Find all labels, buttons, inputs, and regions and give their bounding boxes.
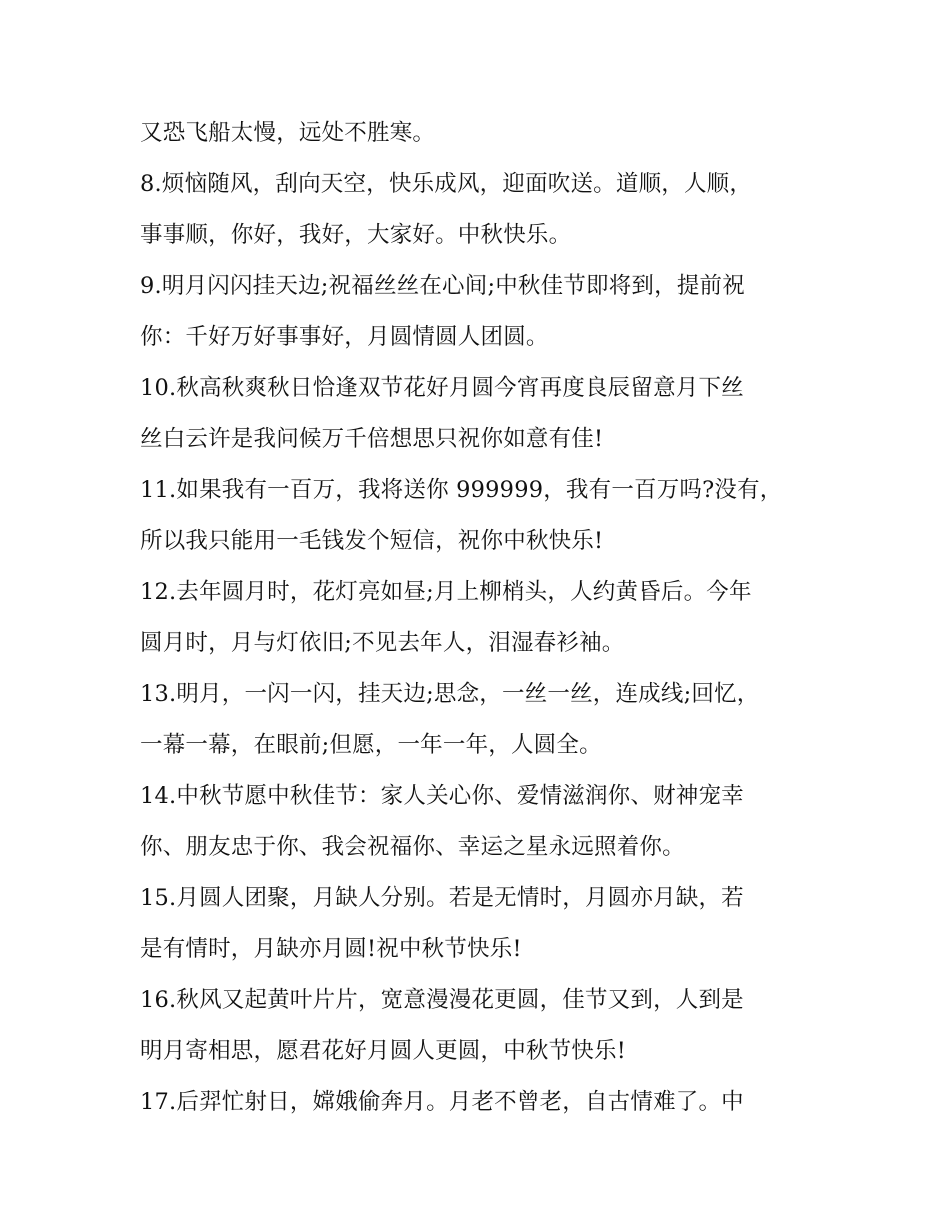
text-line: 所以我只能用一毛钱发个短信，祝你中秋快乐! <box>140 528 604 554</box>
text-line: 17.后羿忙射日，嫦娥偷奔月。月老不曾老，自古情难了。中 <box>140 1089 744 1115</box>
text-line: 10.秋高秋爽秋日恰逢双节花好月圆今宵再度良辰留意月下丝 <box>140 375 744 401</box>
text-line: 圆月时，月与灯依旧;不见去年人，泪湿春衫袖。 <box>140 630 625 656</box>
text-line: 12.去年圆月时，花灯亮如昼;月上柳梢头，人约黄昏后。今年 <box>140 579 752 605</box>
text-line: 16.秋风又起黄叶片片，宽意漫漫花更圆，佳节又到，人到是 <box>140 987 744 1013</box>
text-line: 8.烦恼随风，刮向天空，快乐成风，迎面吹送。道顺，人顺， <box>140 171 753 197</box>
document-text <box>140 108 800 1128</box>
text-line: 又恐飞船太慢，远处不胜寒。 <box>140 120 436 146</box>
text-line: 是有情时，月缺亦月圆!祝中秋节快乐! <box>140 936 522 962</box>
text-line: 13.明月，一闪一闪，挂天边;思念，一丝一丝，连成线;回忆， <box>140 681 760 707</box>
text-line: 事事顺，你好，我好，大家好。中秋快乐。 <box>140 222 572 248</box>
text-line: 一幕一幕，在眼前;但愿，一年一年，人圆全。 <box>140 732 602 758</box>
text-line: 你：千好万好事事好，月圆情圆人团圆。 <box>140 324 549 350</box>
text-line: 明月寄相思，愿君花好月圆人更圆，中秋节快乐! <box>140 1038 626 1064</box>
text-line: 14.中秋节愿中秋佳节：家人关心你、爱情滋润你、财神宠幸 <box>140 783 744 809</box>
text-line: 你、朋友忠于你、我会祝福你、幸运之星永远照着你。 <box>140 834 685 860</box>
text-line: 15.月圆人团聚，月缺人分别。若是无情时，月圆亦月缺，若 <box>140 885 744 911</box>
text-line: 丝白云许是我问候万千倍想思只祝你如意有佳! <box>140 426 604 452</box>
text-line: 9.明月闪闪挂天边;祝福丝丝在心间;中秋佳节即将到，提前祝 <box>140 273 745 299</box>
text-line: 11.如果我有一百万，我将送你 999999，我有一百万吗?没有， <box>140 477 783 503</box>
